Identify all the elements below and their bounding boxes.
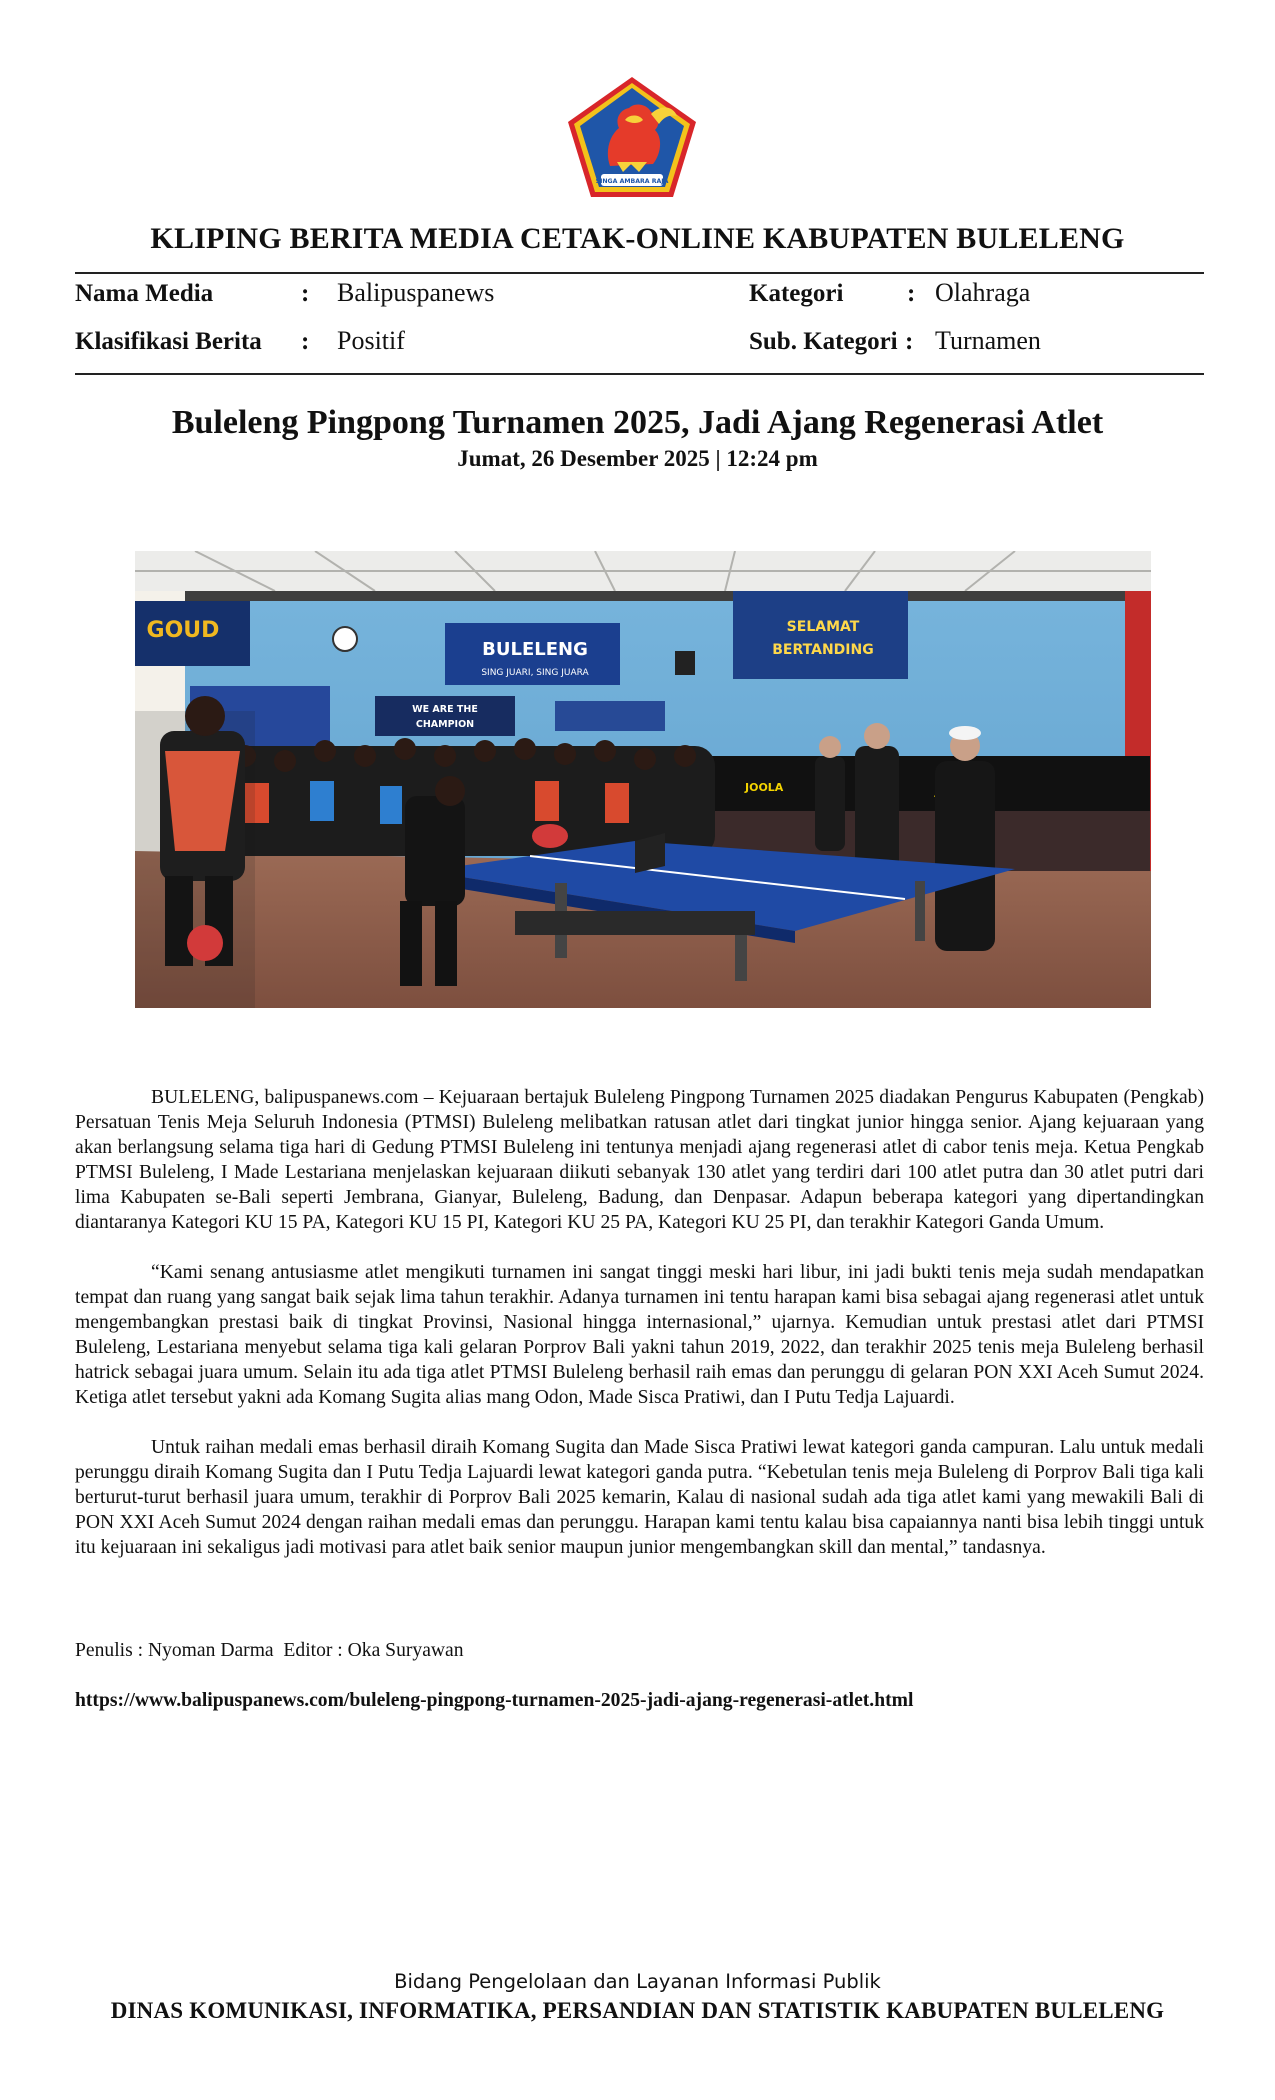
photo-banner-center-sub: SING JUARI, SING JUARA xyxy=(481,668,589,678)
kategori-colon: : xyxy=(907,280,916,307)
article-paragraph-1: BULELENG, balipuspanews.com – Kejuaraan bertajuk Buleleng Pingpong Turnamen 2025 diadakan Pengurus Kabupaten (Pengkab) Persatuan Tenis Meja Seluruh Indonesia (PTMSI) Buleleng melibatkan ratusan atlet dari tingkat junior hingga senior. Ajang kejuaraan yang akan berlangsung selama tiga hari di Gedung PTMSI Buleleng ini tentunya menjadi ajang regenerasi atlet di cabor tenis meja. Ketua Pengkab PTMSI Buleleng, I Made Lestariana menjelaskan kejuaraan diikuti sebanyak 130 atlet yang terdiri dari 100 atlet putra dan 30 atlet putri dari lima Kabupaten se-Bali seperti Jembrana, Gianyar, Buleleng, Badung, dan Denpasar. Adapun beberapa kategori yang dipertandingkan diantaranya Kategori KU 15 PA, Kategori KU 15 PI, Kategori KU 25 PA, Kategori KU 25 PI, dan terakhir Kategori Ganda Umum. xyxy=(75,1087,1204,1233)
wall-clock-icon xyxy=(333,627,357,651)
kategori-value: Olahraga xyxy=(935,278,1031,307)
media-value: Balipuspanews xyxy=(337,278,495,307)
subkategori-colon: : xyxy=(905,328,914,355)
klasifikasi-label: Klasifikasi Berita xyxy=(75,328,262,355)
article-photo xyxy=(135,551,1151,1008)
clipping-header-title: KLIPING BERITA MEDIA CETAK-ONLINE KABUPATEN BULELENG xyxy=(150,222,1125,255)
meta-row-media xyxy=(75,278,1204,314)
article-paragraph-3: Untuk raihan medali emas berhasil diraih Komang Sugita dan Made Sisca Pratiwi lewat kategori ganda campuran. Lalu untuk medali perunggu diraih Komang Sugita dan I Putu Tedja Lajuardi lewat kategori ganda putra. “Kebetulan tenis meja Buleleng di Porprov Bali tiga kali berturut-turut berhasil juara umum, terakhir di Porprov Bali 2025 kemarin, Kalau di nasional sudah ada tiga atlet kami yang mewakili Bali di PON XXI Aceh Sumut 2024 dengan raihan medali emas dan perunggu. Harapan kami tentu kalau bisa capaiannya nanti bisa lebih tinggi untuk itu kejuaraan ini sekaligus jadi motivasi para atlet baik senior maupun junior mengembangkan skill dan mental,” tandasnya. xyxy=(75,1437,1204,1558)
article-credits: Penulis : Nyoman Darma Editor : Oka Suryawan xyxy=(75,1640,464,1661)
media-colon: : xyxy=(301,280,310,307)
article-title: Buleleng Pingpong Turnamen 2025, Jadi Ajang Regenerasi Atlet xyxy=(171,404,1104,441)
article-paragraph-2: “Kami senang antusiasme atlet mengikuti turnamen ini sangat tinggi meski hari libur, ini jadi bukti tenis meja sudah mendapatkan tempat dan ruang yang sangat baik sejak lima tahun terakhir. Adanya turnamen ini tentu harapan kami bisa sebagai ajang regenerasi atlet untuk mengembangkan prestasi baik di tingkat Provinsi, Nasional hingga internasional,” ujarnya. Kemudian untuk prestasi atlet dari PTMSI Buleleng, Lestariana menyebut selama tiga kali gelaran Porprov Bali yakni tahun 2019, 2022, dan terakhir 2025 tenis meja Buleleng berhasil hatrick sebagai juara umum. Selain itu ada tiga atlet PTMSI Buleleng berhasil raih emas dan perunggu di gelaran PON XXI Aceh Sumut 2024. Ketiga atlet tersebut yakni ada Komang Sugita alias mang Odon, Made Sisca Pratiwi, dan I Putu Tedja Lajuardi. xyxy=(75,1262,1204,1408)
kategori-label: Kategori xyxy=(749,280,844,307)
klasifikasi-value: Positif xyxy=(337,326,405,355)
subkategori-value: Turnamen xyxy=(935,326,1041,355)
media-label: Nama Media xyxy=(75,280,214,307)
subkategori-label: Sub. Kategori xyxy=(749,328,898,355)
photo-sponsor-1: JOOLA xyxy=(745,781,784,794)
footer-division: Bidang Pengelolaan dan Layanan Informasi Publik xyxy=(394,1970,881,1993)
photo-banner-right-1: SELAMAT xyxy=(786,619,860,635)
klasifikasi-colon: : xyxy=(301,328,310,355)
meta-row-klasifikasi xyxy=(75,326,1204,362)
photo-banner-we-are: WE ARE THE xyxy=(412,704,478,715)
photo-banner-left: GOUD xyxy=(146,618,220,643)
article-body xyxy=(75,1085,1204,1585)
logo-text: SINGA AMBARA RAJA xyxy=(595,178,669,185)
photo-banner-champion: CHAMPION xyxy=(415,719,475,730)
article-source-link[interactable]: https://www.balipuspanews.com/buleleng-pingpong-turnamen-2025-jadi-ajang-regenerasi-atlet.html xyxy=(75,1690,914,1711)
header-divider-bottom xyxy=(75,373,1204,375)
government-logo xyxy=(565,74,699,200)
photo-banner-center: BULELENG xyxy=(482,639,588,660)
article-date: Jumat, 26 Desember 2025 | 12:24 pm xyxy=(457,446,818,471)
photo-banner-right-2: BERTANDING xyxy=(772,642,874,658)
header-divider-top xyxy=(75,272,1204,274)
footer-agency: DINAS KOMUNIKASI, INFORMATIKA, PERSANDIAN DAN STATISTIK KABUPATEN BULELENG xyxy=(110,1998,1165,2023)
lion-emblem-icon xyxy=(565,74,699,200)
